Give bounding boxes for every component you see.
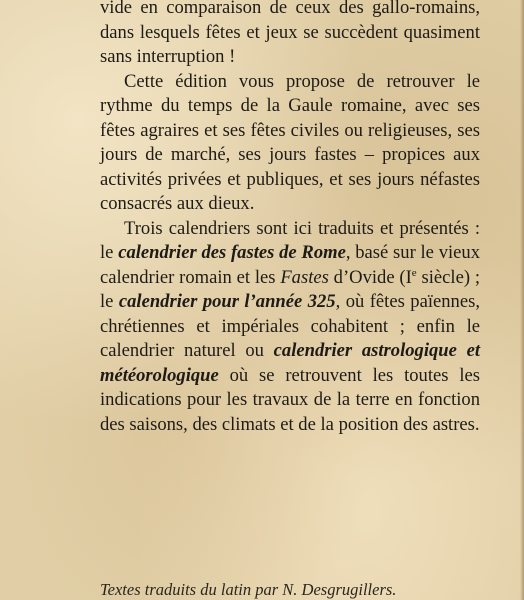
- paragraph-3-text-2: , basé sur le vieux calendrier romain et les: [100, 242, 481, 288]
- paragraph-3-text-6: où se retrouvent les toutes les indications pour les travaux de la terre en fonction des saisons, des climats et de la position des astres.: [100, 364, 480, 435]
- translator-credit: Textes traduits du latin par N. Desgrugillers.: [100, 580, 397, 599]
- paragraph-3-text-5: , où fêtes païennes, chrétiennes et impériales cohabitent ; enfin le calendrier naturel ou: [100, 291, 480, 361]
- paragraph-2-text: Cette édition vous propose de retrouver le rythme du temps de la Gaule romaine, avec ses fêtes agraires et ses fêtes civiles ou religieuses, ses jours de marché, ses jours fastes – propices aux activités privées et publiques, et ses jours néfastes consacrés aux dieux.: [100, 70, 480, 214]
- title-calendrier-fastes-rome: calendrier des fastes de Rome: [118, 242, 346, 263]
- title-calendrier-astrologique: calendrier astrologique et météorologique: [100, 340, 481, 386]
- title-fastes: Fastes: [280, 266, 329, 288]
- paragraph-3-text-4: siècle) ; le: [100, 266, 480, 312]
- paragraph-1-text: vide en comparaison de ceux des gallo-romains, dans lesquels fêtes et jeux se succèdent quasiment sans interruption !: [100, 0, 480, 67]
- paragraph-edition: [100, 70, 480, 217]
- title-calendrier-325: calendrier pour l’année 325: [118, 291, 336, 312]
- body-text: [100, 0, 480, 437]
- paragraph-calendars: [100, 217, 480, 438]
- paragraph-3-text-1: Trois calendriers sont ici traduits et présentés : le: [100, 217, 480, 263]
- page-edge-shadow: [520, 0, 524, 600]
- century-superscript: e: [411, 266, 417, 279]
- paragraph-continuation: [100, 0, 480, 70]
- paragraph-3-text-3: d’Ovide (I: [328, 266, 412, 288]
